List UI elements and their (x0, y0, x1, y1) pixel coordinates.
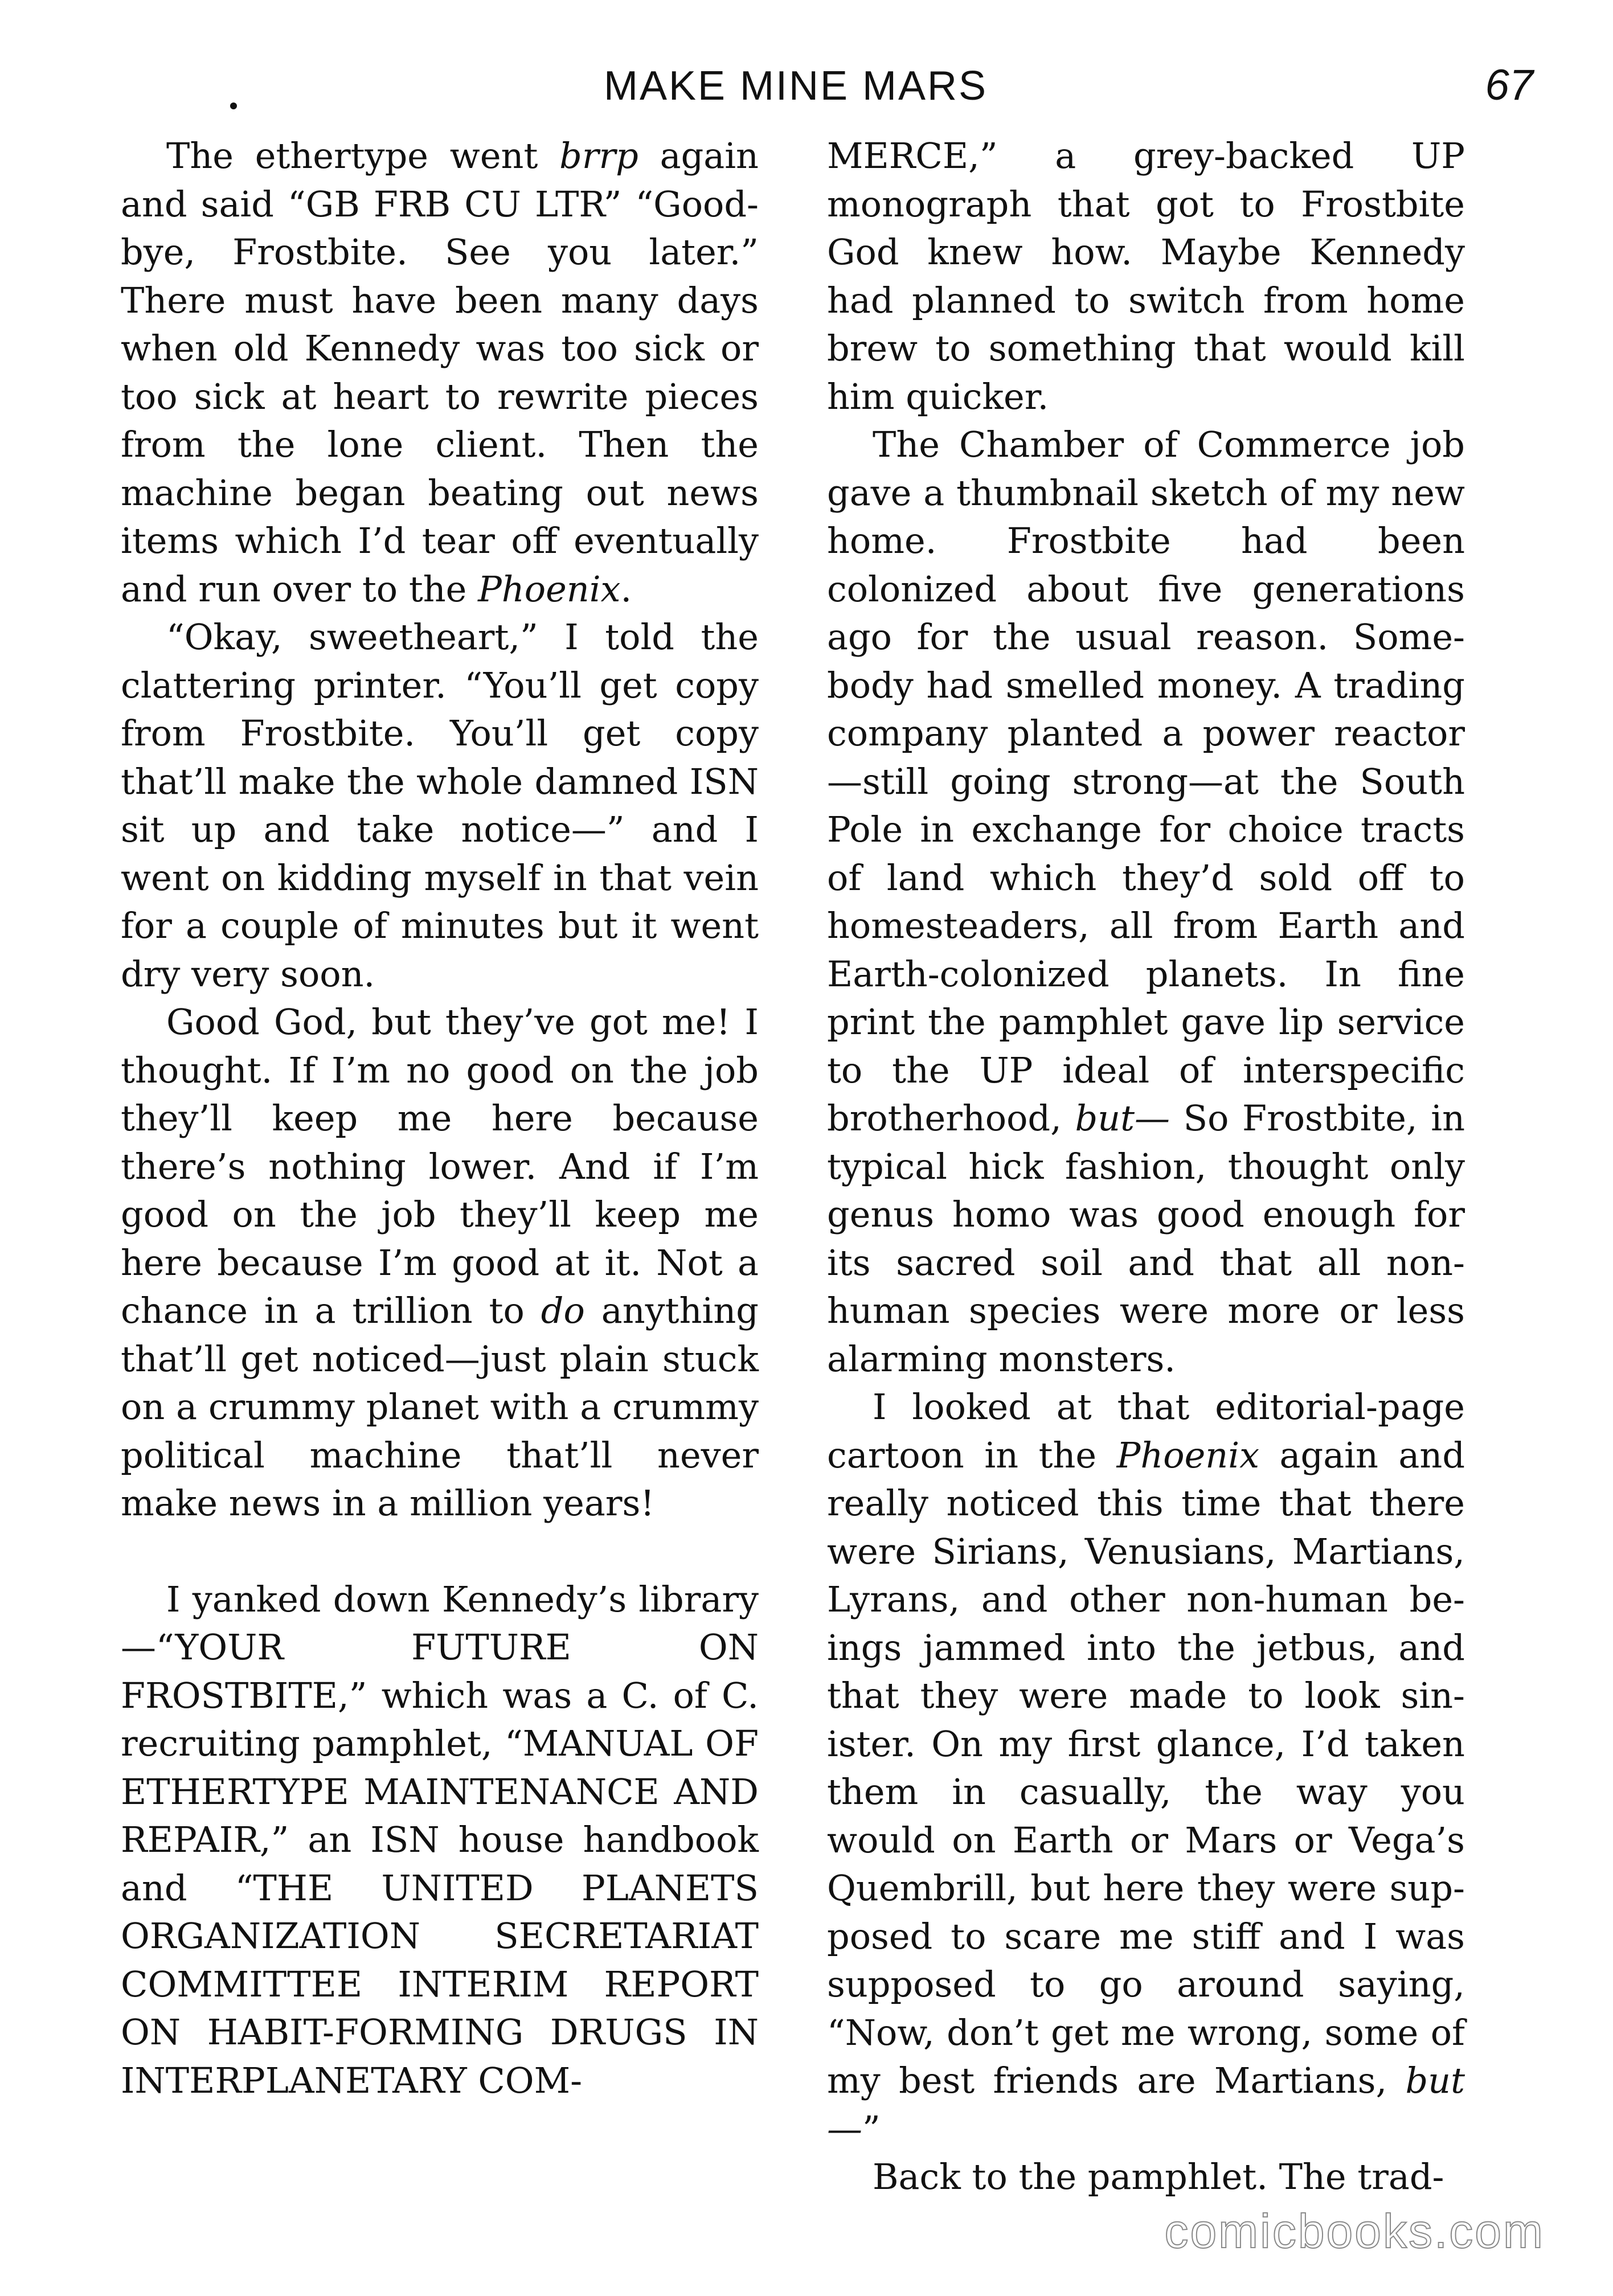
page-number: 67 (1485, 61, 1533, 109)
running-title: MAKE MINE MARS (604, 63, 988, 109)
paragraph-merce: MERCE,” a grey-backed UP monograph that got to Frostbite God knew how. Maybe Kennedy had planned to switch from home brew to something that would kill him quicker. (827, 135, 1465, 417)
right-column (827, 132, 1465, 2201)
paragraph-cartoon: I looked at that editorial-page cartoon in the Phoenix again and really noticed this time that there were Sirians, Venusians, Martians, Lyrans, and other non-human beings jammed into the jetbus, and that they were made to look sinister. On my first glance, I’d taken them in casually, the way you would on Earth or Mars or Vega’s Quembrill, but here they were supposed to scare me stiff and I was supposed to go around saying, “Now, don’t get me wrong, some of my best friends are Martians, but—” (827, 1386, 1465, 2150)
left-column (121, 132, 759, 2105)
paragraph-sweetheart: “Okay, sweetheart,” I told the clattering printer. “You’ll get copy from Frostbite. You’ll get copy that’ll make the whole damned ISN sit up and take notice—” and I went on kidding myself in that vein for a couple of minutes but it went dry very soon. (121, 616, 759, 995)
paragraph-good-god: Good God, but they’ve got me! I thought. If I’m no good on the job they’ll keep me here because there’s nothing lower. And if I’m good on the job they’ll keep me here because I’m good at it. Not a chance in a trillion to do anything that’ll get noticed—just plain stuck on a crummy planet with a crummy political machine that’ll never make news in a million years! (121, 1001, 759, 1524)
paragraph-library: I yanked down Kennedy’s library—“YOUR FUTURE ON FROSTBITE,” which was a C. of C. recruiting pamphlet, “MANUAL OF ETHERTYPE MAINTENANCE AND REPAIR,” an ISN house handbook and “THE UNITED PLANETS ORGANIZATION SECRETARIAT COMMITTEE INTERIM REPORT ON HABIT-FORMING DRUGS IN INTERPLANETARY COM- (121, 1578, 759, 2101)
paragraph-chamber-of-commerce: The Chamber of Commerce job gave a thumbnail sketch of my new home. Frostbite had been colonized about five generations ago for the usual reason. Somebody had smelled money. A trading company planted a power reactor—still going strong—at the South Pole in exchange for choice tracts of land which they’d sold off to homesteaders, all from Earth and Earth-colonized planets. In fine print the pamphlet gave lip service to the UP ideal of interspecific brotherhood, but— So Frostbite, in typical hick fashion, thought only genus homo was good enough for its sacred soil and that all non-human species were more or less alarming monsters. (827, 424, 1465, 1380)
ornament-dot (230, 102, 237, 109)
watermark: comicbooks.com (1164, 2204, 1545, 2258)
running-header (0, 57, 1613, 125)
paragraph-ethertype: The ethertype went brrp again and said “GB FRB CU LTR” “Good-bye, Frostbite. See you later.” There must have been many days when old Kennedy was too sick or too sick at heart to rewrite pieces from the lone client. Then the machine began beating out news items which I’d tear off eventually and run over to the Phoenix. (121, 135, 759, 610)
paragraph-back-to-pamphlet: Back to the pamphlet. The trad- (873, 2156, 1444, 2197)
